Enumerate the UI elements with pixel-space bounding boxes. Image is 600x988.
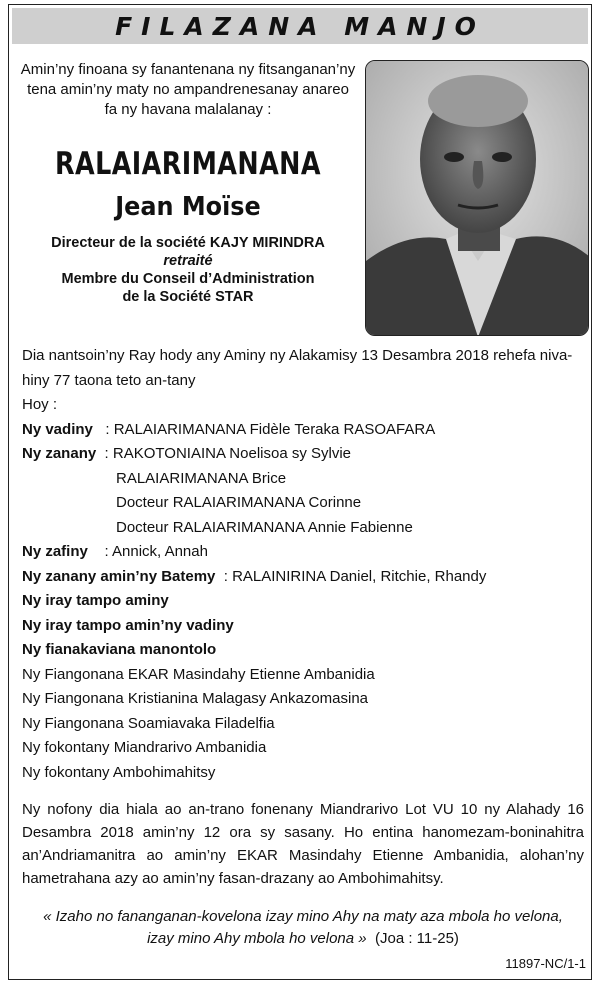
family-line: Ny fianakaviana manontolo	[22, 641, 217, 658]
intro-line: Amin’ny finoana sy fanantenana ny fitsanganan’ny	[20, 61, 356, 78]
intro-line: tena amin’ny maty no ampandrenesanay anareo	[27, 81, 349, 98]
child-entry: : RAKOTONIAINA Noelisoa sy Sylvie	[104, 445, 352, 462]
godchildren-value: : RALAINIRINA Daniel, Ritchie, Rhandy	[223, 567, 487, 585]
funeral-details: Ny nofony dia hiala ao an-trano fonenany Miandrarivo Lot VU 10 ny Alahady 16 Desambra 2018 amin’ny 12 ora sy sasany. Ho entina hanomezam-boninahitra an’Andriamanitra ao amin’ny EKAR Masindahy Etienne Ambanidia, alohan’ny hametrahana azy ao amin’ny fasan-drazany ao Ambohimahitsy.	[22, 801, 584, 887]
community-line: Ny Fiangonana Soamiavaka Filadelfia	[22, 714, 275, 732]
child-entry: Docteur RALAIARIMANANA Corinne	[116, 494, 362, 511]
role-line: Membre du Conseil d’Administration	[61, 271, 315, 287]
role-line: de la Société STAR	[122, 289, 254, 305]
child-entry: Docteur RALAIARIMANANA Annie Fabienne	[116, 518, 413, 536]
quote-line: « Izaho no fananganan-kovelona izay mino Ahy na maty aza mbola ho velona,	[43, 908, 563, 925]
intro-text	[16, 60, 360, 120]
quote-line-2	[20, 928, 586, 950]
banner-title: FILAZANA MANJO	[115, 11, 485, 41]
family-line: Ny iray tampo aminy	[22, 592, 169, 609]
spouse-value: : RALAIARIMANANA Fidèle Teraka RASOAFARA	[105, 420, 436, 438]
godchildren-label: Ny zanany amin’ny Batemy	[22, 567, 216, 585]
family-godchildren	[22, 565, 584, 590]
family-spouse	[22, 418, 584, 443]
family-children	[22, 442, 584, 467]
quote-text: izay mino Ahy mbola ho velona »	[147, 930, 367, 947]
spouse-label: Ny vadiny	[22, 420, 93, 438]
quote-reference: (Joa : 11-25)	[374, 930, 459, 947]
community-line: Ny fokontany Miandrarivo Ambanidia	[22, 739, 267, 756]
notice-banner	[12, 8, 588, 44]
grandchildren-value: : Annick, Annah	[104, 543, 208, 560]
intro-line: fa ny havana malalanay :	[104, 101, 272, 118]
portrait-photo	[365, 60, 589, 336]
community-line: Ny Fiangonana EKAR Masindahy Etienne Ambanidia	[22, 665, 375, 683]
deceased-surname: RALAIARIMANANA	[55, 146, 321, 182]
community-line: Ny Fiangonana Kristianina Malagasy Ankazomasina	[22, 690, 369, 707]
portrait-image	[366, 61, 589, 336]
role-line: Directeur de la société KAJY MIRINDRA	[51, 235, 325, 251]
announcement-line: hiny 77 taona teto an-tany	[22, 371, 196, 389]
scripture-quote	[20, 906, 586, 950]
hoy-label: Hoy :	[22, 396, 58, 413]
child-entry: RALAIARIMANANA Brice	[116, 469, 287, 487]
family-line: Ny iray tampo amin’ny vadiny	[22, 616, 234, 634]
role-line: retraité	[163, 253, 213, 269]
grandchildren-label: Ny zafiny	[22, 543, 88, 560]
announcement-line: Dia nantsoin’ny Ray hody any Aminy ny Alakamisy 13 Desambra 2018 rehefa niva-	[22, 347, 573, 364]
children-label: Ny zanany	[22, 445, 97, 462]
family-grandchildren	[22, 540, 584, 565]
deceased-roles	[16, 234, 360, 306]
notice-code: 11897-NC/1-1	[505, 956, 586, 971]
deceased-given-names: Jean Moïse	[115, 192, 261, 222]
announcement-body	[22, 344, 584, 785]
community-line: Ny fokontany Ambohimahitsy	[22, 763, 216, 781]
